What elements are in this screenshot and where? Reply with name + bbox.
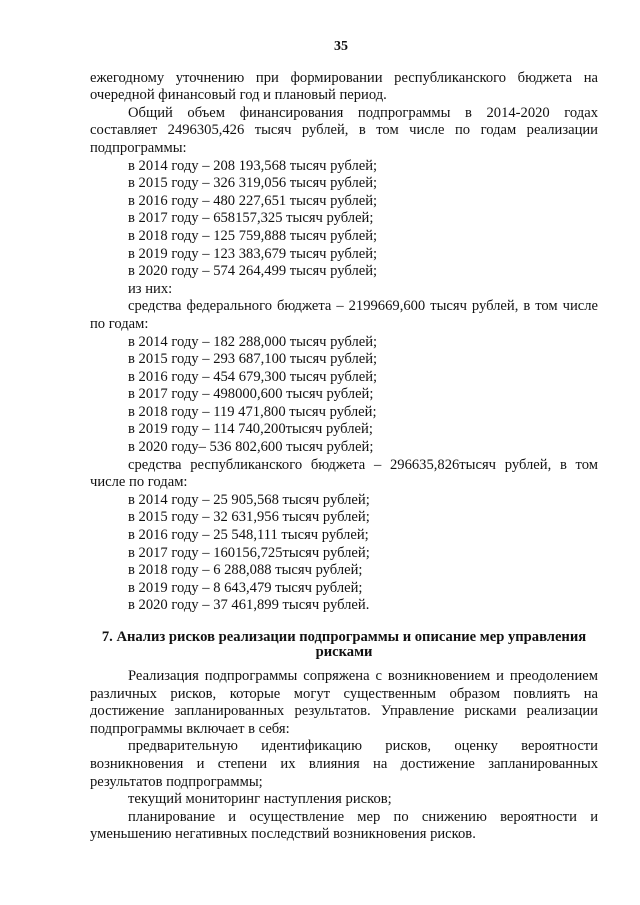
list-item: в 2019 году – 123 383,679 тысяч рублей; <box>128 245 378 262</box>
list-item: в 2018 году – 119 471,800 тысяч рублей; <box>128 403 377 420</box>
list-item: в 2016 году – 480 227,651 тысяч рублей; <box>128 192 378 209</box>
paragraph-federal-budget: средства федерального бюджета – 2199669,600 тысяч рублей, в том числе по годам: <box>90 298 598 332</box>
list-item: в 2014 году – 25 905,568 тысяч рублей; <box>128 491 370 508</box>
list-item: в 2015 году – 32 631,956 тысяч рублей; <box>128 509 370 526</box>
list-item: в 2020 году – 37 461,899 тысяч рублей. <box>128 597 370 614</box>
paragraph-risk-identification: предварительную идентификацию рисков, оценку вероятности возникновения и степени их влияния на достижение запланированных результатов подпрограммы; <box>90 738 598 790</box>
list-item: в 2015 году – 326 319,056 тысяч рублей; <box>128 175 378 192</box>
federal-by-year-list <box>90 334 598 457</box>
of-them-label: из них: <box>128 280 173 297</box>
list-item: в 2015 году – 293 687,100 тысяч рублей; <box>128 351 378 368</box>
section-heading-line-1: 7. Анализ рисков реализации подпрограммы и описание мер управления <box>101 629 587 645</box>
list-item: в 2017 году – 658157,325 тысяч рублей; <box>128 210 374 227</box>
list-item: в 2020 году– 536 802,600 тысяч рублей; <box>128 439 374 456</box>
section-heading <box>90 630 598 660</box>
paragraph-risk-monitoring: текущий мониторинг наступления рисков; <box>128 791 392 808</box>
list-item: в 2014 году – 208 193,568 тысяч рублей; <box>128 157 378 174</box>
list-item: в 2017 году – 160156,725тысяч рублей; <box>128 544 370 561</box>
list-item: в 2020 году – 574 264,499 тысяч рублей; <box>128 263 378 280</box>
document-page <box>90 38 598 844</box>
total-by-year-list <box>90 158 598 281</box>
list-item: в 2016 году – 454 679,300 тысяч рублей; <box>128 368 378 385</box>
list-item: в 2014 году – 182 288,000 тысяч рублей; <box>128 333 378 350</box>
list-item: в 2019 году – 114 740,200тысяч рублей; <box>128 421 373 438</box>
paragraph-risk-intro: Реализация подпрограммы сопряжена с возникновением и преодолением различных рисков, которые могут существенным образом повлиять на достижение запланированных результатов. Управление рисками реализации подпрограммы включает в себя: <box>90 668 598 737</box>
paragraph-risk-mitigation: планирование и осуществление мер по снижению вероятности и уменьшению негативных последствий возникновения рисков. <box>90 808 598 843</box>
list-item: в 2018 году – 125 759,888 тысяч рублей; <box>128 227 378 244</box>
list-item: в 2017 году – 498000,600 тысяч рублей; <box>128 386 374 403</box>
list-item: в 2016 году – 25 548,111 тысяч рублей; <box>128 527 369 544</box>
republic-by-year-list <box>90 492 598 615</box>
page-number: 35 <box>334 39 348 54</box>
paragraph-budget-clarification: ежегодному уточнению при формировании республиканского бюджета на очередной финансовый год и плановый период. <box>90 69 598 104</box>
list-item: в 2019 году – 8 643,479 тысяч рублей; <box>128 579 363 596</box>
list-item: в 2018 году – 6 288,088 тысяч рублей; <box>128 562 363 579</box>
section-heading-line-2: рисками <box>315 644 373 660</box>
paragraph-total-financing: Общий объем финансирования подпрограммы в 2014-2020 годах составляет 2496305,426 тысяч рублей, в том числе по годам реализации подпрограммы: <box>90 104 598 156</box>
paragraph-republic-budget: средства республиканского бюджета – 296635,826тысяч рублей, в том числе по годам: <box>90 456 598 491</box>
